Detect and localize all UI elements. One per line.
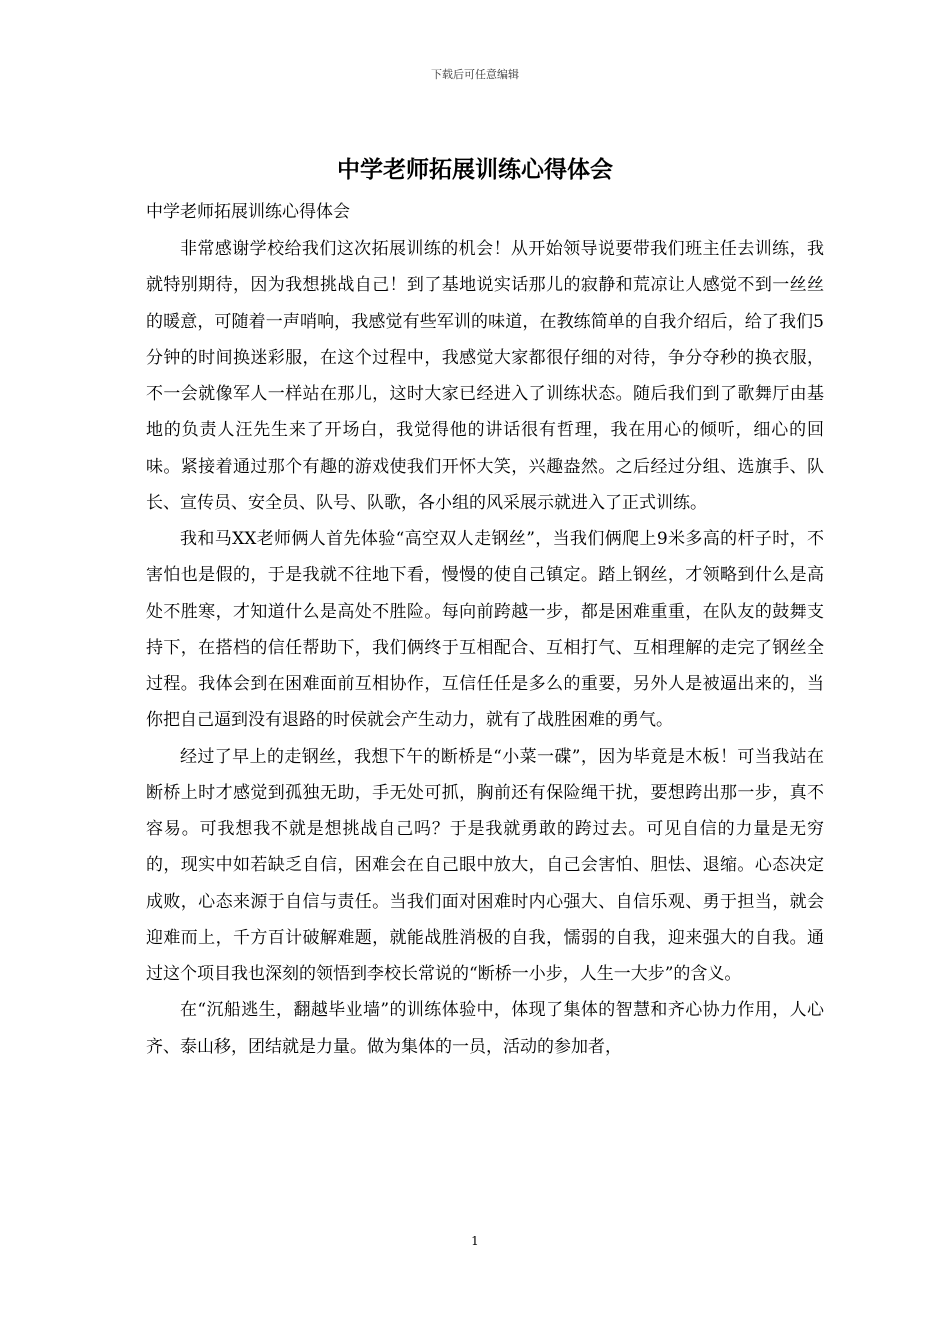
paragraph: 经过了早上的走钢丝，我想下午的断桥是“小菜一碟”，因为毕竟是木板！可当我站在断桥上时才感觉到孤独无助，手无处可抓，胸前还有保险绳干扰，要想跨出那一步，真不容易。可我想我不就是想挑战自己吗？于是我就勇敢的跨过去。可见自信的力量是无穷的，现实中如若缺乏自信，困难会在自己眼中放大，自己会害怕、胆怯、退缩。心态决定成败，心态来源于自信与责任。当我们面对困难时内心强大、自信乐观、勇于担当，就会迎难而上，千方百计破解难题，就能战胜消极的自我，懦弱的自我，迎来强大的自我。通过这个项目我也深刻的领悟到李校长常说的“断桥一小步，人生一大步”的含义。 [146, 746, 824, 984]
document-body [146, 231, 824, 1065]
document-title: 中学老师拓展训练心得体会 [337, 156, 613, 183]
page-number: 1 [471, 1234, 479, 1248]
page-header-note: 下载后可任意编辑 [431, 68, 519, 81]
paragraph: 我和马XX老师俩人首先体验“高空双人走钢丝”，当我们俩爬上9米多高的杆子时，不害怕也是假的，于是我就不往地下看，慢慢的使自己镇定。踏上钢丝，才领略到什么是高处不胜寒，才知道什么是高处不胜险。每向前跨越一步，都是困难重重，在队友的鼓舞支持下，在搭档的信任帮助下，我们俩终于互相配合、互相打气、互相理解的走完了钢丝全过程。我体会到在困难面前互相协作，互信任任是多么的重要，另外人是被逼出来的，当你把自己逼到没有退路的时侯就会产生动力，就有了战胜困难的勇气。 [146, 529, 824, 731]
paragraph: 在“沉船逃生，翻越毕业墙”的训练体验中，体现了集体的智慧和齐心协力作用，人心齐、泰山移，团结就是力量。做为集体的一员，活动的参加者， [146, 1000, 824, 1057]
document-subtitle: 中学老师拓展训练心得体会 [146, 202, 350, 222]
paragraph: 非常感谢学校给我们这次拓展训练的机会！从开始领导说要带我们班主任去训练，我就特别期待，因为我想挑战自己！到了基地说实话那儿的寂静和荒凉让人感觉不到一丝丝的暖意，可随着一声哨响，我感觉有些军训的味道，在教练简单的自我介绍后，给了我们5分钟的时间换迷彩服，在这个过程中，我感觉大家都很仔细的对待，争分夺秒的换衣服，不一会就像军人一样站在那儿，这时大家已经进入了训练状态。随后我们到了歌舞厅由基地的负责人汪先生来了开场白，我觉得他的讲话很有哲理，我在用心的倾听，细心的回味。紧接着通过那个有趣的游戏使我们开怀大笑，兴趣盎然。之后经过分组、选旗手、队长、宣传员、安全员、队号、队歌，各小组的风采展示就进入了正式训练。 [146, 239, 824, 513]
